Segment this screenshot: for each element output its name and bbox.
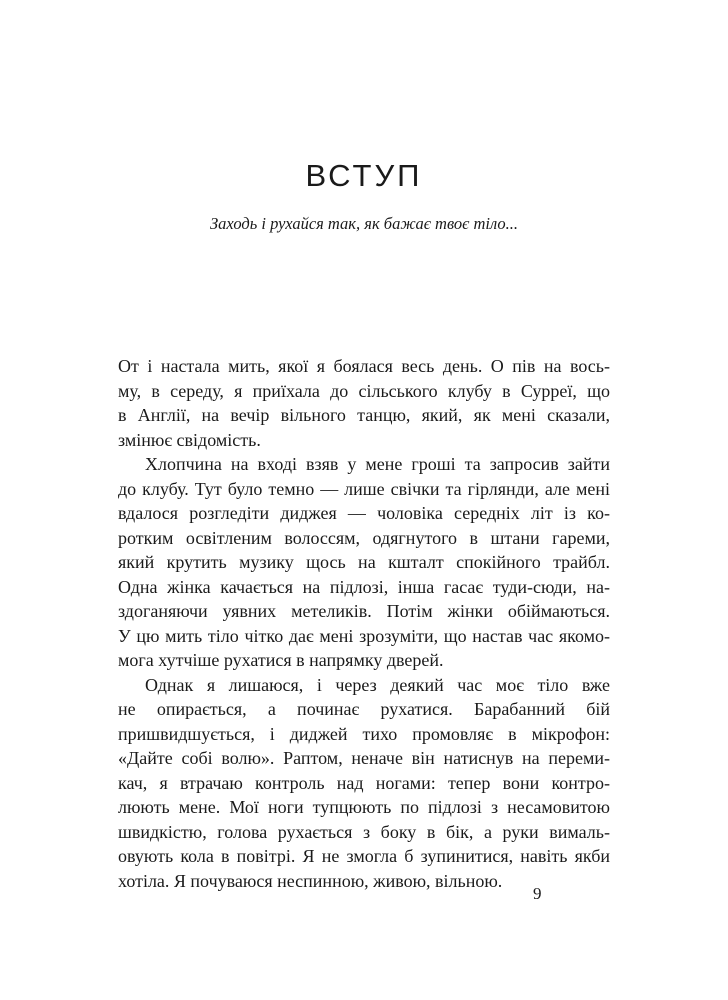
text-line: «Дайте собі волю». Раптом, неначе він натиснув на переми- bbox=[118, 748, 610, 768]
page-number: 9 bbox=[533, 884, 542, 903]
text-line: змінює свідомість. bbox=[118, 429, 261, 450]
text-line: до клубу. Тут було темно — лише свічки та гірлянди, але мені bbox=[118, 478, 610, 499]
body-text bbox=[118, 354, 610, 893]
text-line: овують кола в повітрі. Я не змогла б зупинитися, навіть якби bbox=[118, 846, 610, 866]
text-line: здоганяючи уявних метеликів. Потім жінки обіймаються. bbox=[118, 601, 610, 621]
text-line: му, в середу, я приїхала до сільського клубу в Сурреї, що bbox=[118, 380, 610, 401]
text-line: в Англії, на вечір вільного танцю, який, як мені сказали, bbox=[118, 405, 610, 425]
text-line: люють мене. Мої ноги тупцюють по підлозі з несамовитою bbox=[118, 797, 610, 817]
text-line: От і настала мить, якої я боялася весь день. О пів на вось- bbox=[118, 356, 610, 376]
text-line: пришвидшується, і диджей тихо промовляє в мікрофон: bbox=[118, 723, 610, 744]
text-line: не опирається, а починає рухатися. Барабанний бій bbox=[118, 699, 610, 719]
chapter-title: ВСТУП bbox=[305, 158, 423, 193]
text-line: Хлопчина на вході взяв у мене гроші та запросив зайти bbox=[145, 454, 610, 474]
text-line: Одна жінка качається на підлозі, інша гасає туди-сюди, на- bbox=[118, 576, 610, 597]
epigraph: Заходь і рухайся так, як бажає твоє тіло... bbox=[210, 214, 518, 233]
text-line: швидкістю, голова рухається з боку в бік, а руки вималь- bbox=[118, 821, 610, 842]
text-line: хотіла. Я почуваюся неспинною, живою, вільною. bbox=[118, 870, 503, 891]
text-line: У цю мить тіло чітко дає мені зрозуміти, що настав час якомо- bbox=[118, 625, 610, 646]
text-line: вдалося розгледіти диджея — чоловіка середніх літ із ко- bbox=[118, 503, 610, 523]
text-line: Однак я лишаюся, і через деякий час моє тіло вже bbox=[145, 674, 610, 695]
text-line: який крутить музику щось на кшталт спокійного трайбл. bbox=[118, 552, 610, 572]
text-line: ротким освітленим волоссям, одягнутого в штани гареми, bbox=[118, 527, 610, 548]
text-line: кач, я втрачаю контроль над ногами: тепер вони контро- bbox=[118, 772, 610, 793]
text-line: мога хутчіше рухатися в напрямку дверей. bbox=[118, 650, 444, 670]
